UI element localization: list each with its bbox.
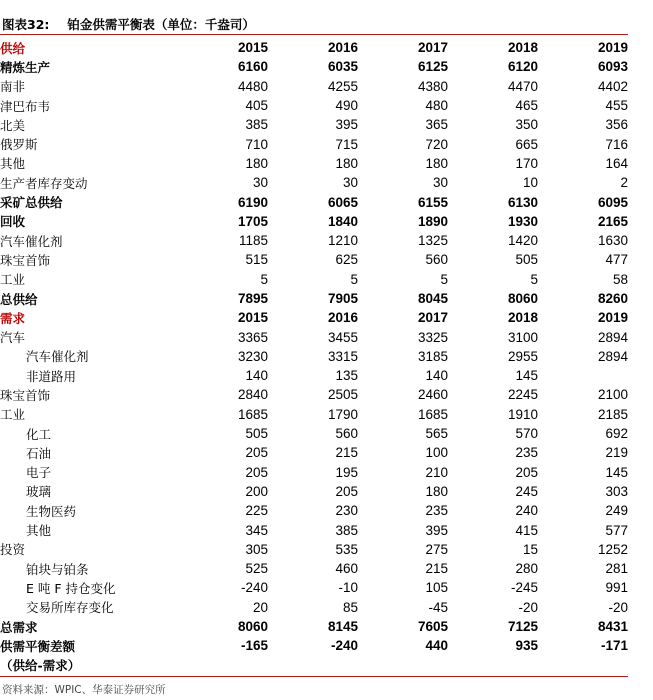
cell-value: 3315	[327, 348, 358, 364]
table-row	[0, 134, 628, 153]
cell-value: 145	[515, 368, 538, 384]
cell-value: 305	[245, 541, 268, 557]
cell-value: -165	[240, 638, 268, 654]
cell-value: 180	[425, 483, 448, 499]
cell-value: 275	[425, 541, 448, 557]
table-row	[0, 173, 628, 192]
cell-value: 6035	[327, 59, 358, 75]
cell-value: 525	[245, 561, 268, 577]
cell-value: -10	[338, 580, 358, 596]
cell-value: 3185	[417, 348, 448, 364]
cell-value: 1705	[237, 213, 268, 229]
row-label: 精炼生产	[0, 59, 51, 75]
cell-value: 7605	[417, 619, 448, 635]
row-label: 供需平衡差额	[0, 638, 76, 654]
cell-value: 3100	[507, 329, 538, 345]
cell-value	[448, 656, 538, 675]
cell-value: 505	[515, 252, 538, 268]
cell-value: 205	[515, 464, 538, 480]
cell-value: 6120	[507, 59, 538, 75]
cell-value: 30	[252, 175, 268, 191]
table-row	[0, 578, 628, 597]
cell-value: 356	[605, 117, 628, 133]
cell-value: 205	[245, 445, 268, 461]
cell-value: 1420	[507, 233, 538, 249]
row-label: 采矿总供给	[0, 195, 63, 211]
row-label: 总供给	[0, 291, 38, 307]
cell-value: 7125	[507, 619, 538, 635]
figure-number: 图表32:	[2, 17, 50, 32]
cell-value: 480	[425, 98, 448, 114]
cell-value: 2019	[597, 40, 628, 56]
figure-title	[2, 15, 255, 33]
row-label: 投资	[0, 542, 26, 558]
row-label: 需求	[0, 310, 26, 326]
cell-value: 2505	[327, 387, 358, 403]
row-label: 汽车催化剂	[0, 233, 63, 249]
table-row	[0, 192, 628, 211]
table-row	[0, 96, 628, 115]
table-row	[0, 57, 628, 76]
table-row	[0, 115, 628, 134]
cell-value: 1685	[237, 406, 268, 422]
cell-value: 1210	[327, 233, 358, 249]
cell-value: 210	[425, 464, 448, 480]
cell-value: 477	[605, 252, 628, 268]
table-row	[0, 482, 628, 501]
table-row	[0, 231, 628, 250]
cell-value: 6125	[417, 59, 448, 75]
cell-value: 215	[335, 445, 358, 461]
cell-value: 215	[425, 561, 448, 577]
cell-value: 1910	[507, 406, 538, 422]
cell-value: 5	[260, 271, 268, 287]
cell-value: 6093	[597, 59, 628, 75]
cell-value: 4402	[597, 78, 628, 94]
cell-value: 720	[425, 136, 448, 152]
row-label: 铂块与铂条	[26, 561, 89, 577]
cell-value: 4480	[237, 78, 268, 94]
cell-value: 8431	[597, 619, 628, 635]
table-row	[0, 212, 628, 231]
cell-value: 140	[245, 368, 268, 384]
table-row	[0, 289, 628, 308]
row-label: 生产者库存变动	[0, 175, 88, 191]
cell-value: 105	[425, 580, 448, 596]
table-row	[0, 501, 628, 520]
row-label: 珠宝首饰	[0, 252, 51, 268]
row-label: E 吨 F 持仓变化	[26, 580, 116, 596]
row-label: 化工	[26, 426, 52, 442]
row-label: 总需求	[0, 619, 38, 635]
cell-value: -20	[608, 599, 628, 615]
table-row	[0, 559, 628, 578]
table-row	[0, 308, 628, 327]
cell-value: 2018	[507, 40, 538, 56]
cell-value: 219	[605, 445, 628, 461]
cell-value: 5	[530, 271, 538, 287]
cell-value: 2018	[507, 310, 538, 326]
source-note: 资料来源：WPIC、华泰证券研究所	[2, 684, 166, 696]
cell-value: 8060	[237, 619, 268, 635]
cell-value: 2015	[237, 40, 268, 56]
cell-value: -45	[428, 599, 448, 615]
cell-value: 230	[335, 503, 358, 519]
table-row	[0, 154, 628, 173]
row-label: 生物医药	[26, 503, 77, 519]
table-row	[0, 77, 628, 96]
cell-value: 365	[425, 117, 448, 133]
cell-value: 4470	[507, 78, 538, 94]
cell-value: 991	[605, 580, 628, 596]
cell-value	[538, 656, 628, 675]
row-label: 回收	[0, 214, 26, 230]
row-label: 其他	[0, 156, 26, 172]
cell-value: 2100	[597, 387, 628, 403]
row-label: 北美	[0, 117, 26, 133]
cell-value: 535	[335, 541, 358, 557]
cell-value: 240	[515, 503, 538, 519]
cell-value: 6160	[237, 59, 268, 75]
cell-value: 2460	[417, 387, 448, 403]
cell-value: 385	[245, 117, 268, 133]
cell-value: 280	[515, 561, 538, 577]
table-row	[0, 250, 628, 269]
row-label: 供给	[0, 40, 26, 56]
cell-value: 395	[335, 117, 358, 133]
cell-value: 460	[335, 561, 358, 577]
cell-value: 385	[335, 522, 358, 538]
row-label: 汽车催化剂	[26, 349, 89, 365]
cell-value: 665	[515, 136, 538, 152]
cell-value: 8145	[327, 619, 358, 635]
cell-value: 3455	[327, 329, 358, 345]
cell-value: 205	[335, 483, 358, 499]
cell-value: 180	[335, 155, 358, 171]
cell-value: 8060	[507, 291, 538, 306]
row-label: 电子	[26, 465, 52, 481]
cell-value: 395	[425, 522, 448, 538]
cell-value: 415	[515, 522, 538, 538]
cell-value: 2016	[327, 40, 358, 56]
cell-value	[358, 656, 448, 675]
cell-value: 8260	[597, 291, 628, 306]
cell-value: 245	[515, 483, 538, 499]
row-label: 石油	[26, 445, 52, 461]
table-row	[0, 366, 628, 385]
row-label: 工业	[0, 407, 26, 423]
cell-value: 560	[335, 426, 358, 442]
table-row	[0, 38, 628, 57]
table-row	[0, 443, 628, 462]
cell-value: 3365	[237, 329, 268, 345]
cell-value: 1630	[597, 233, 628, 249]
cell-value: 1685	[417, 406, 448, 422]
cell-value	[178, 656, 268, 675]
table-row	[0, 463, 628, 482]
cell-value: 85	[342, 599, 358, 615]
table-row	[0, 327, 628, 346]
cell-value: 180	[245, 155, 268, 171]
cell-value: 164	[605, 155, 628, 171]
cell-value: 7905	[327, 291, 358, 306]
cell-value: 6155	[417, 194, 448, 210]
cell-value: 225	[245, 503, 268, 519]
row-label: 汽车	[0, 330, 26, 346]
cell-value: 1790	[327, 406, 358, 422]
table-row	[0, 617, 628, 636]
cell-value: 1252	[597, 541, 628, 557]
cell-value: 2894	[597, 348, 628, 364]
table-row	[0, 424, 628, 443]
row-label: 工业	[0, 272, 26, 288]
cell-value: 2955	[507, 348, 538, 364]
cell-value: 1930	[507, 213, 538, 229]
cell-value: 2185	[597, 406, 628, 422]
cell-value: 505	[245, 426, 268, 442]
cell-value: 3325	[417, 329, 448, 345]
row-label: 玻璃	[26, 484, 52, 500]
cell-value: 345	[245, 522, 268, 538]
row-label: （供给-需求）	[0, 658, 81, 674]
cell-value: 2840	[237, 387, 268, 403]
cell-value: -240	[240, 580, 268, 596]
cell-value: 6095	[597, 194, 628, 210]
cell-value: 235	[515, 445, 538, 461]
cell-value: 5	[350, 271, 358, 287]
cell-value: 195	[335, 464, 358, 480]
cell-value: 100	[425, 445, 448, 461]
cell-value: 710	[245, 136, 268, 152]
table-row	[0, 270, 628, 289]
row-label: 津巴布韦	[0, 98, 51, 114]
cell-value: 2016	[327, 310, 358, 326]
cell-value: 715	[335, 136, 358, 152]
table-row	[0, 540, 628, 559]
cell-value: 6190	[237, 194, 268, 210]
cell-value: 140	[425, 368, 448, 384]
cell-value: 570	[515, 426, 538, 442]
cell-value: 6065	[327, 194, 358, 210]
table-row	[0, 347, 628, 366]
cell-value: 2015	[237, 310, 268, 326]
cell-value: 10	[522, 175, 538, 191]
cell-value: 200	[245, 483, 268, 499]
cell-value: 170	[515, 155, 538, 171]
cell-value: 625	[335, 252, 358, 268]
cell-value: -245	[510, 580, 538, 596]
cell-value: 30	[432, 175, 448, 191]
row-label: 珠宝首饰	[0, 387, 51, 403]
cell-value: 15	[522, 541, 538, 557]
cell-value: 135	[335, 368, 358, 384]
cell-value: 1185	[238, 233, 268, 249]
cell-value: 577	[605, 522, 628, 538]
cell-value: 20	[252, 599, 268, 615]
cell-value: 4255	[327, 78, 358, 94]
cell-value: 8045	[417, 291, 448, 306]
cell-value: 5	[440, 271, 448, 287]
cell-value: 565	[425, 426, 448, 442]
table-row	[0, 385, 628, 404]
platinum-balance-table	[0, 38, 628, 675]
cell-value: 4380	[417, 78, 448, 94]
table-row	[0, 598, 628, 617]
cell-value: 440	[425, 638, 448, 654]
cell-value: 6130	[507, 194, 538, 210]
cell-value: 350	[515, 117, 538, 133]
row-label: 非道路用	[26, 368, 77, 384]
table-row	[0, 405, 628, 424]
table-row	[0, 636, 628, 655]
cell-value: 235	[425, 503, 448, 519]
cell-value: 145	[605, 464, 628, 480]
cell-value: 935	[515, 638, 538, 654]
cell-value: -20	[518, 599, 538, 615]
table-row	[0, 520, 628, 539]
cell-value: -171	[600, 638, 628, 654]
cell-value: 1890	[417, 213, 448, 229]
cell-value: 1325	[417, 233, 448, 249]
cell-value: 2245	[507, 387, 538, 403]
cell-value: 2017	[417, 40, 448, 56]
cell-value	[538, 366, 628, 385]
cell-value: 249	[605, 503, 628, 519]
cell-value: 3230	[237, 348, 268, 364]
cell-value: -240	[330, 638, 358, 654]
row-label: 南非	[0, 79, 26, 95]
cell-value	[268, 656, 358, 675]
cell-value: 490	[335, 98, 358, 114]
cell-value: 692	[605, 426, 628, 442]
cell-value: 1840	[327, 213, 358, 229]
bottom-rule	[0, 676, 628, 677]
cell-value: 455	[605, 98, 628, 114]
cell-value: 205	[245, 464, 268, 480]
row-label: 交易所库存变化	[26, 600, 114, 616]
figure-title-text: 铂金供需平衡表（单位：千盎司）	[67, 17, 255, 32]
table-row	[0, 656, 628, 675]
cell-value: 560	[425, 252, 448, 268]
cell-value: 281	[605, 561, 628, 577]
cell-value: 2894	[597, 329, 628, 345]
cell-value: 7895	[237, 291, 268, 306]
cell-value: 30	[342, 175, 358, 191]
cell-value: 515	[245, 252, 268, 268]
row-label: 其他	[26, 523, 52, 539]
cell-value: 2	[620, 175, 628, 191]
cell-value: 2019	[597, 310, 628, 326]
cell-value: 303	[605, 483, 628, 499]
cell-value: 465	[515, 98, 538, 114]
cell-value: 2165	[597, 213, 628, 229]
cell-value: 2017	[417, 310, 448, 326]
cell-value: 405	[245, 98, 268, 114]
cell-value: 716	[605, 136, 628, 152]
cell-value: 180	[425, 155, 448, 171]
top-rule	[0, 34, 628, 35]
row-label: 俄罗斯	[0, 137, 38, 153]
cell-value: 58	[612, 271, 628, 287]
